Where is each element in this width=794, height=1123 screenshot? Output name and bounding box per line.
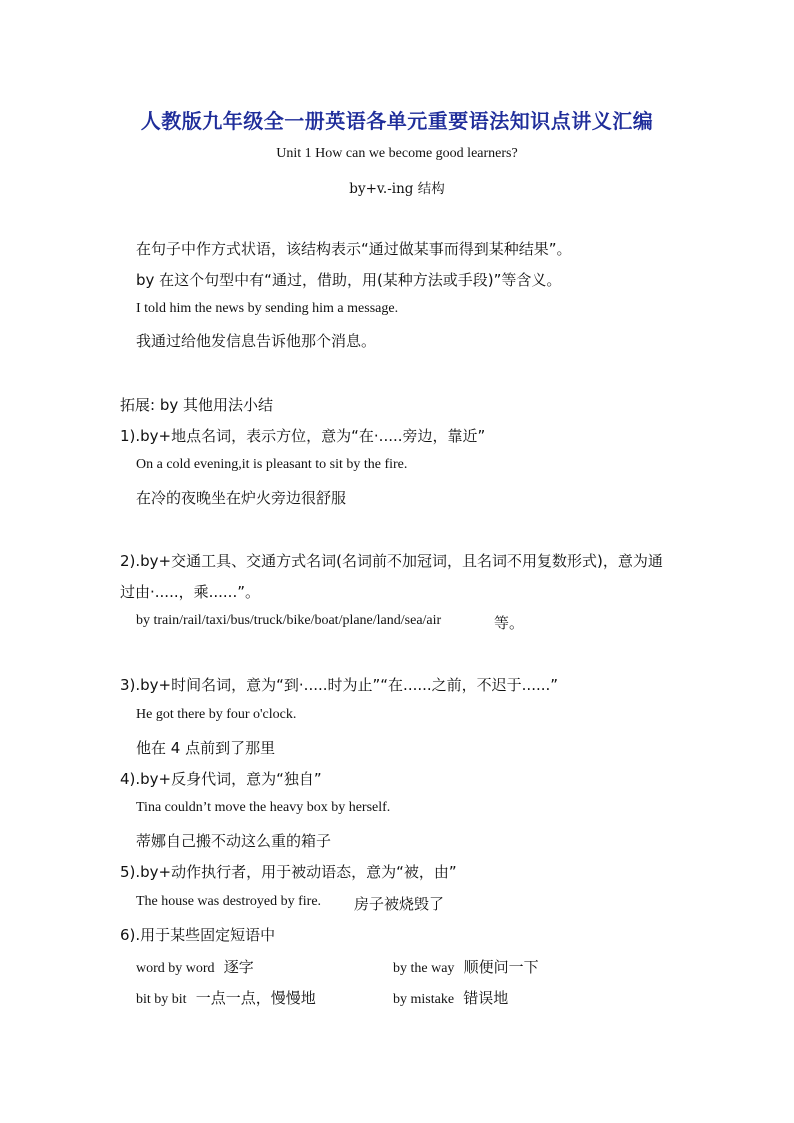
phrase-row — [393, 956, 539, 977]
item-5-example-en: The house was destroyed by fire. — [136, 894, 322, 909]
item-1-example-cn: 在冷的夜晚坐在炉火旁边很舒服 — [136, 489, 347, 507]
phrase-row — [136, 956, 254, 977]
phrase-en: bit by bit — [136, 992, 187, 1007]
phrase-cn: 顺便问一下 — [463, 958, 539, 976]
item-3-example-en: He got there by four o'clock. — [136, 707, 297, 722]
intro-line-1: 在句子中作方式状语，该结构表示“通过做某事而得到某种结果”。 — [136, 240, 572, 258]
intro-example-cn: 我通过给他发信息告诉他那个消息。 — [136, 332, 377, 350]
phrase-en: by the way — [393, 961, 455, 976]
item-2-example-en: by train/rail/taxi/bus/truck/bike/boat/plane/land/sea/air — [136, 613, 442, 628]
item-6-heading: 6).用于某些固定短语中 — [120, 926, 276, 944]
phrase-en: word by word — [136, 961, 215, 976]
phrase-row — [136, 987, 316, 1008]
phrase-cn: 逐字 — [223, 958, 254, 976]
phrase-row — [393, 987, 508, 1008]
item-4-heading: 4).by+反身代词，意为“独自” — [120, 770, 322, 788]
item-4-example-cn: 蒂娜自己搬不动这么重的箱子 — [136, 832, 332, 850]
item-2-example-tail: 等。 — [494, 614, 525, 632]
phrase-cn: 一点一点，慢慢地 — [195, 989, 316, 1007]
item-2-heading-cont: 过由·.....，乘......”。 — [120, 583, 260, 601]
item-5-heading: 5).by+动作执行者，用于被动语态，意为“被，由” — [120, 863, 457, 881]
document-title: 人教版九年级全一册英语各单元重要语法知识点讲义汇编 — [140, 109, 654, 133]
intro-example-en: I told him the news by sending him a message. — [136, 301, 399, 316]
item-2-heading: 2).by+交通工具、交通方式名词(名词前不加冠词，且名词不用复数形式)，意为通 — [120, 552, 663, 570]
item-1-example-en: On a cold evening,it is pleasant to sit by the fire. — [136, 457, 408, 472]
structure-heading: by+v.-ing 结构 — [349, 181, 445, 197]
item-3-example-cn: 他在 4 点前到了那里 — [136, 739, 276, 757]
extension-heading: 拓展: by 其他用法小结 — [120, 396, 273, 414]
item-3-heading: 3).by+时间名词，意为“到·.....时为止”“在......之前，不迟于......” — [120, 676, 559, 694]
unit-heading: Unit 1 How can we become good learners? — [276, 146, 518, 161]
item-1-heading: 1).by+地点名词，表示方位，意为“在·.....旁边，靠近” — [120, 427, 486, 445]
item-5-example-cn: 房子被烧毁了 — [354, 895, 445, 913]
item-4-example-en: Tina couldn’t move the heavy box by herself. — [136, 800, 391, 815]
intro-line-2: by 在这个句型中有“通过，借助，用(某种方法或手段)”等含义。 — [136, 271, 562, 289]
phrase-cn: 错误地 — [463, 989, 509, 1007]
phrase-en: by mistake — [393, 992, 455, 1007]
